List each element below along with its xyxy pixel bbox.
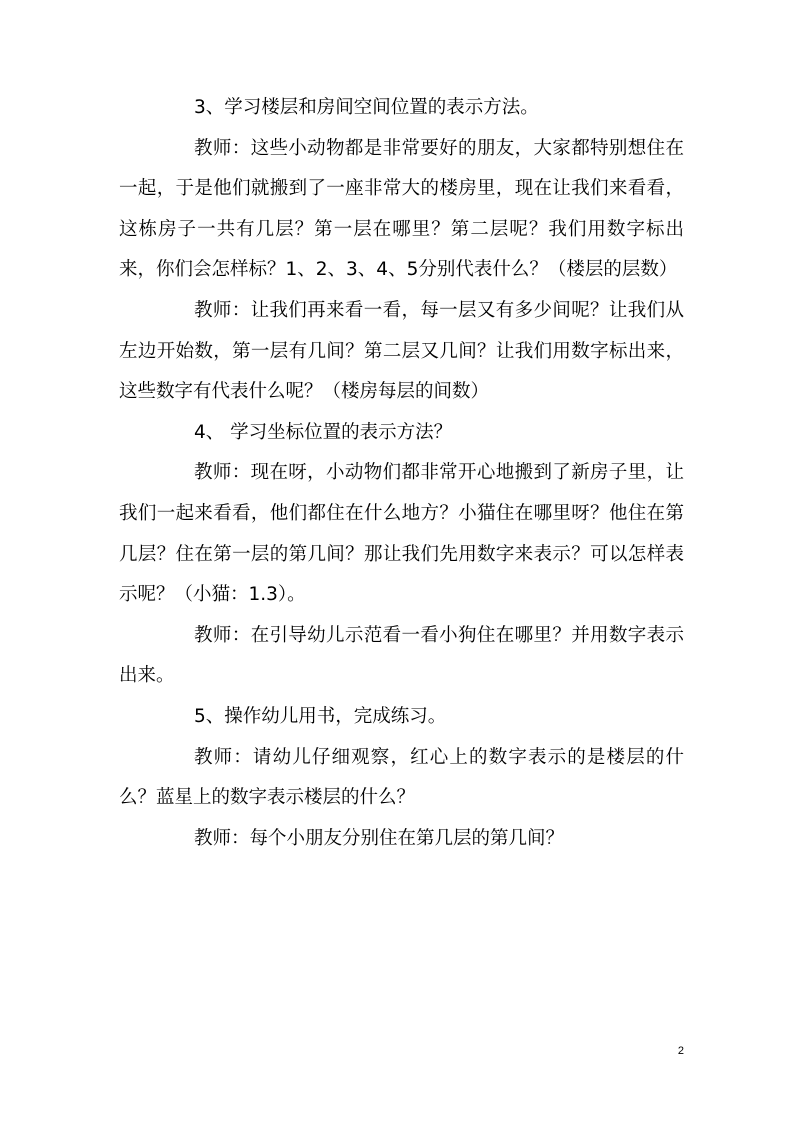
paragraph-teacher-building-floors: 教师：这些小动物都是非常要好的朋友，大家都特别想住在一起，于是他们就搬到了一座非常大的楼房里，现在让我们来看看，这栋房子一共有几层？第一层在哪里？第二层呢？我们用数字标出来，你们会怎样标？1、2、3、4、5分别代表什么？（楼层的层数） bbox=[119, 137, 684, 281]
paragraph-teacher-children-rooms: 教师：每个小朋友分别住在第几层的第几间？ bbox=[194, 827, 565, 849]
section-heading-4: 4、 学习坐标位置的表示方法？ bbox=[194, 421, 453, 443]
section-heading-3: 3、学习楼层和房间空间位置的表示方法。 bbox=[194, 97, 539, 118]
document-body bbox=[119, 88, 684, 859]
section-heading-5: 5、操作幼儿用书，完成练习。 bbox=[194, 705, 447, 727]
paragraph-teacher-rooms-per-floor: 教师：让我们再来看一看，每一层又有多少间呢？让我们从左边开始数，第一层有几间？第二层又几间？让我们用数字标出来，这些数字有代表什么呢？（楼房每层的间数） bbox=[119, 299, 684, 403]
paragraph-teacher-dog-location: 教师：在引导幼儿示范看一看小狗住在哪里？并用数字表示出来。 bbox=[119, 624, 684, 687]
page-number: 2 bbox=[677, 1045, 684, 1057]
paragraph-teacher-cat-location: 教师：现在呀，小动物们都非常开心地搬到了新房子里，让我们一起来看看，他们都住在什么地方？小猫住在哪里呀？他住在第几层？住在第一层的第几间？那让我们先用数字来表示？可以怎样表示呢？（小猫：1.3）。 bbox=[119, 462, 684, 606]
paragraph-teacher-observe-symbols: 教师：请幼儿仔细观察，红心上的数字表示的是楼层的什么？蓝星上的数字表示楼层的什么？ bbox=[119, 746, 684, 809]
